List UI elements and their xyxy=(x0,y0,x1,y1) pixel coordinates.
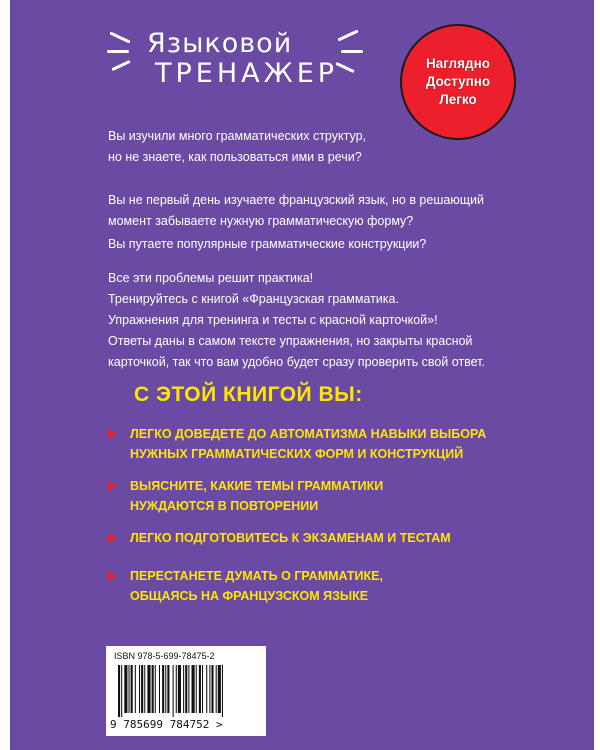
barcode-stripe xyxy=(139,665,140,713)
logo-ray xyxy=(109,31,130,43)
logo-line-2: ТРЕНАЖЕР xyxy=(155,58,339,89)
paragraph-line: карточкой, так что вам удобно будет сразу проверить свой ответ. xyxy=(108,355,485,369)
barcode-digits: 9 785699 784752 > xyxy=(110,718,223,731)
badge-line: Наглядно xyxy=(426,56,490,71)
paragraph-line: Тренируйтесь с книгой «Французская грамматика. xyxy=(108,292,399,306)
barcode-stripe xyxy=(155,665,156,713)
barcode-stripe xyxy=(183,665,184,713)
logo-ray xyxy=(107,50,129,53)
logo-ray xyxy=(341,50,363,53)
barcode-stripe xyxy=(121,665,122,717)
benefits-title: С ЭТОЙ КНИГОЙ ВЫ: xyxy=(134,383,363,406)
logo-ray xyxy=(337,29,358,41)
barcode-stripe xyxy=(173,665,174,717)
barcode-stripe xyxy=(162,665,164,713)
back-cover xyxy=(10,0,594,750)
paragraph-line: момент забываете нужную грамматическую форму? xyxy=(108,214,414,228)
paragraph-4 xyxy=(108,268,528,373)
paragraph-line: Ответы даны в самом тексте упражнения, но закрыты красной xyxy=(108,334,473,348)
triangle-bullet-icon xyxy=(108,429,117,439)
barcode-stripe xyxy=(185,665,187,713)
benefit-line: НУЖДАЮТСЯ В ПОВТОРЕНИИ xyxy=(130,499,319,513)
paragraph-line: Вы не первый день изучаете французский язык, но в решающий xyxy=(108,193,484,207)
triangle-bullet-icon xyxy=(108,571,117,581)
paragraph-line: Вы путаете популярные грамматические конструкции? xyxy=(108,237,427,251)
barcode-stripe xyxy=(118,665,120,717)
barcode-stripe xyxy=(152,665,154,713)
paragraph-1 xyxy=(108,126,528,168)
paragraph-line: Все эти проблемы решит практика! xyxy=(108,271,314,285)
barcode-stripe xyxy=(124,665,127,713)
paragraph-3 xyxy=(108,234,528,255)
barcode-stripe xyxy=(216,665,217,713)
red-badge xyxy=(400,24,516,140)
barcode-stripe xyxy=(206,665,207,713)
series-logo xyxy=(107,0,367,100)
barcode-stripe xyxy=(159,665,160,713)
benefit-line: НУЖНЫХ ГРАММАТИЧЕСКИХ ФОРМ И КОНСТРУКЦИЙ xyxy=(130,447,464,461)
barcode-stripe xyxy=(147,665,150,713)
benefit-line: ВЫЯСНИТЕ, КАКИЕ ТЕМЫ ГРАММАТИКИ xyxy=(130,479,384,493)
barcode-stripe xyxy=(167,665,169,713)
benefit-line: ОБЩАЯСЬ НА ФРАНЦУЗСКОМ ЯЗЫКЕ xyxy=(130,589,369,603)
paragraph-2 xyxy=(108,190,528,232)
badge-line: Доступно xyxy=(425,74,491,89)
triangle-bullet-icon xyxy=(108,481,117,491)
benefit-line: ЛЕГКО ДОВЕДЕТЕ ДО АВТОМАТИЗМА НАВЫКИ ВЫБОРА xyxy=(130,427,487,441)
barcode-stripe xyxy=(176,665,177,713)
barcode-stripe xyxy=(129,665,130,713)
logo-ray xyxy=(111,60,130,71)
benefit-line: ЛЕГКО ПОДГОТОВИТЕСЬ К ЭКЗАМЕНАМ И ТЕСТАМ xyxy=(130,531,451,545)
barcode-bars xyxy=(118,665,254,717)
barcode-stripe xyxy=(202,665,203,713)
barcode-stripe xyxy=(222,665,223,717)
barcode-panel xyxy=(106,646,266,736)
isbn-text: ISBN 978-5-699-78475-2 xyxy=(114,651,215,661)
barcode-stripe xyxy=(199,665,201,713)
badge-line: Легко xyxy=(439,92,477,107)
barcode-stripe xyxy=(165,665,166,713)
triangle-bullet-icon xyxy=(108,533,117,543)
barcode-stripe xyxy=(188,665,189,713)
barcode-stripe xyxy=(209,665,210,713)
barcode-stripe xyxy=(131,665,133,713)
paragraph-line: Упражнения для тренинга и тесты с красной карточкой»! xyxy=(108,313,438,327)
barcode-stripe xyxy=(141,665,143,713)
barcode-stripe xyxy=(211,665,213,713)
barcode-stripe xyxy=(135,665,136,713)
barcode-stripe xyxy=(144,665,145,713)
benefit-line: ПЕРЕСТАНЕТЕ ДУМАТЬ О ГРАММАТИКЕ, xyxy=(130,569,383,583)
logo-ray xyxy=(335,62,354,73)
barcode-stripe xyxy=(196,665,197,713)
logo-line-1: Языковой xyxy=(147,28,293,59)
barcode-stripe xyxy=(192,665,195,713)
paragraph-line: Вы изучили много грамматических структур, xyxy=(108,129,366,143)
paragraph-line: но не знаете, как пользоваться ими в речи? xyxy=(108,150,362,164)
barcode-stripe xyxy=(178,665,181,713)
barcode-stripe xyxy=(218,665,221,713)
